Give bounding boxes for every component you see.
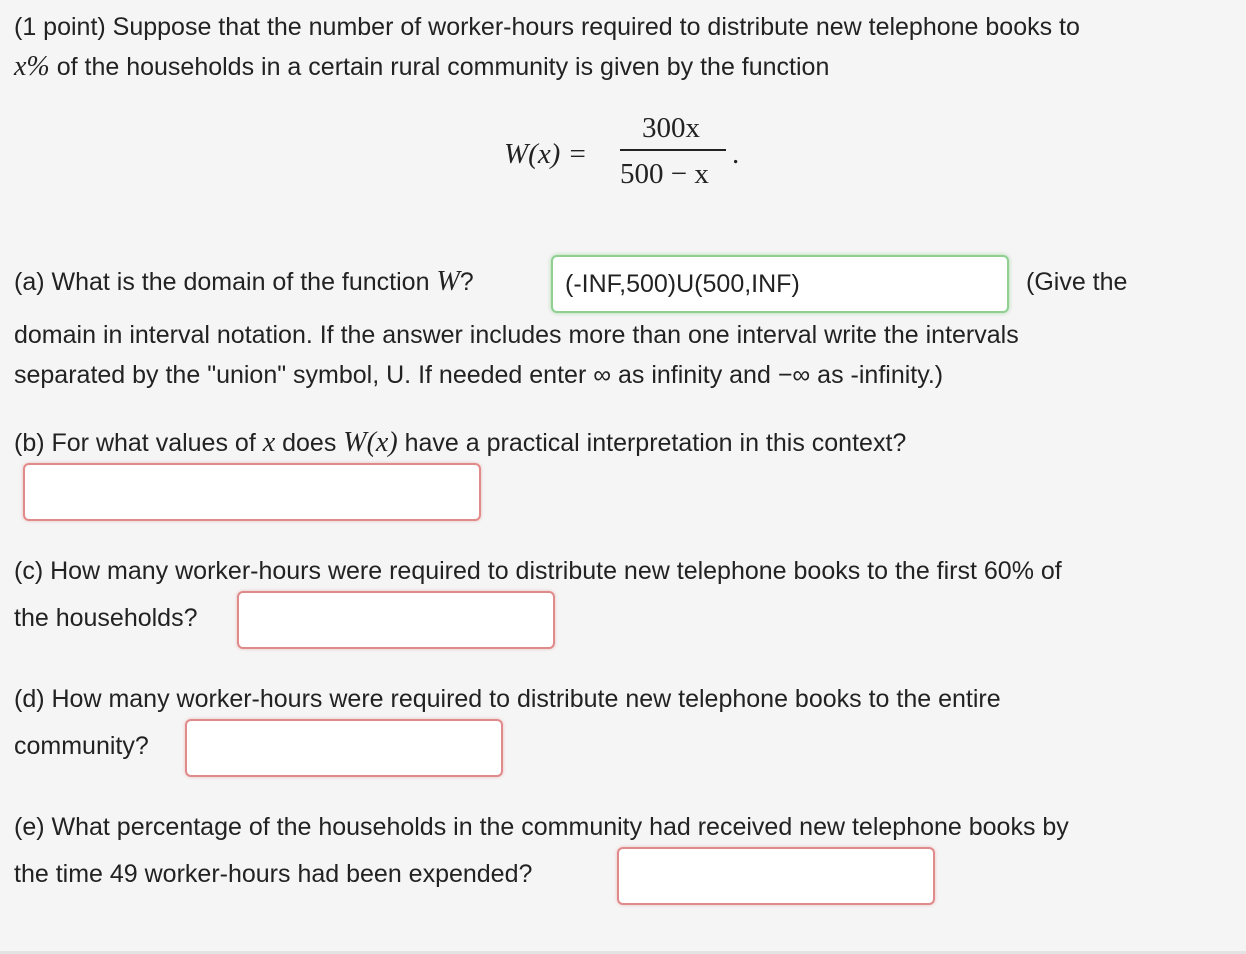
function-formula (504, 108, 764, 198)
part-a-hint-line-2: domain in interval notation. If the answer includes more than one interval write the intervals (14, 321, 1019, 349)
intro-line-1: (1 point) Suppose that the number of worker-hours required to distribute new telephone books to (14, 13, 1080, 41)
part-c-question-line-2: the households? (14, 604, 198, 632)
part-b-question: (b) For what values of x does W(x) have a practical interpretation in this context? (14, 427, 907, 458)
infinity-symbol: ∞ (593, 361, 612, 389)
intro-variable: x% (14, 51, 50, 82)
part-a-suffix: ? (459, 268, 474, 296)
part-b-variable-x: x (262, 427, 276, 458)
formula-numerator: 300x (642, 112, 700, 144)
domain-answer-input[interactable] (551, 255, 1009, 313)
part-a-prefix: (a) What is the domain of the function (14, 268, 437, 296)
formula-denominator: 500 − x (620, 158, 709, 190)
part-b-function: W(x) (343, 427, 398, 458)
part-d-question-line-2: community? (14, 732, 149, 760)
part-a-hint-line-3: separated by the "union" symbol, U. If needed enter ∞ as infinity and −∞ as -infinity.) (14, 361, 944, 389)
part-c-question-line-1: (c) How many worker-hours were required to distribute new telephone books to the first 60% of (14, 557, 1062, 585)
part-e-question-line-1: (e) What percentage of the households in the community had received new telephone books by (14, 813, 1069, 841)
part-d-question-line-1: (d) How many worker-hours were required to distribute new telephone books to the entire (14, 685, 1001, 713)
part-a-variable: W (436, 266, 460, 297)
intro-line-2-text: of the households in a certain rural community is given by the function (49, 53, 830, 81)
formula-lhs: W(x) = (504, 138, 588, 170)
percentage-households-input[interactable] (617, 847, 935, 905)
part-a-question (14, 267, 474, 297)
intro-line-2 (14, 52, 829, 82)
formula-period: . (732, 138, 740, 170)
negative-infinity-symbol: −∞ (777, 361, 811, 389)
practical-values-input[interactable] (23, 463, 481, 521)
entire-community-hours-input[interactable] (185, 719, 503, 777)
part-e-question-line-2: the time 49 worker-hours had been expended? (14, 860, 533, 888)
part-a-hint-start: (Give the (1026, 268, 1128, 296)
fraction-bar (620, 149, 726, 151)
sixty-percent-hours-input[interactable] (237, 591, 555, 649)
